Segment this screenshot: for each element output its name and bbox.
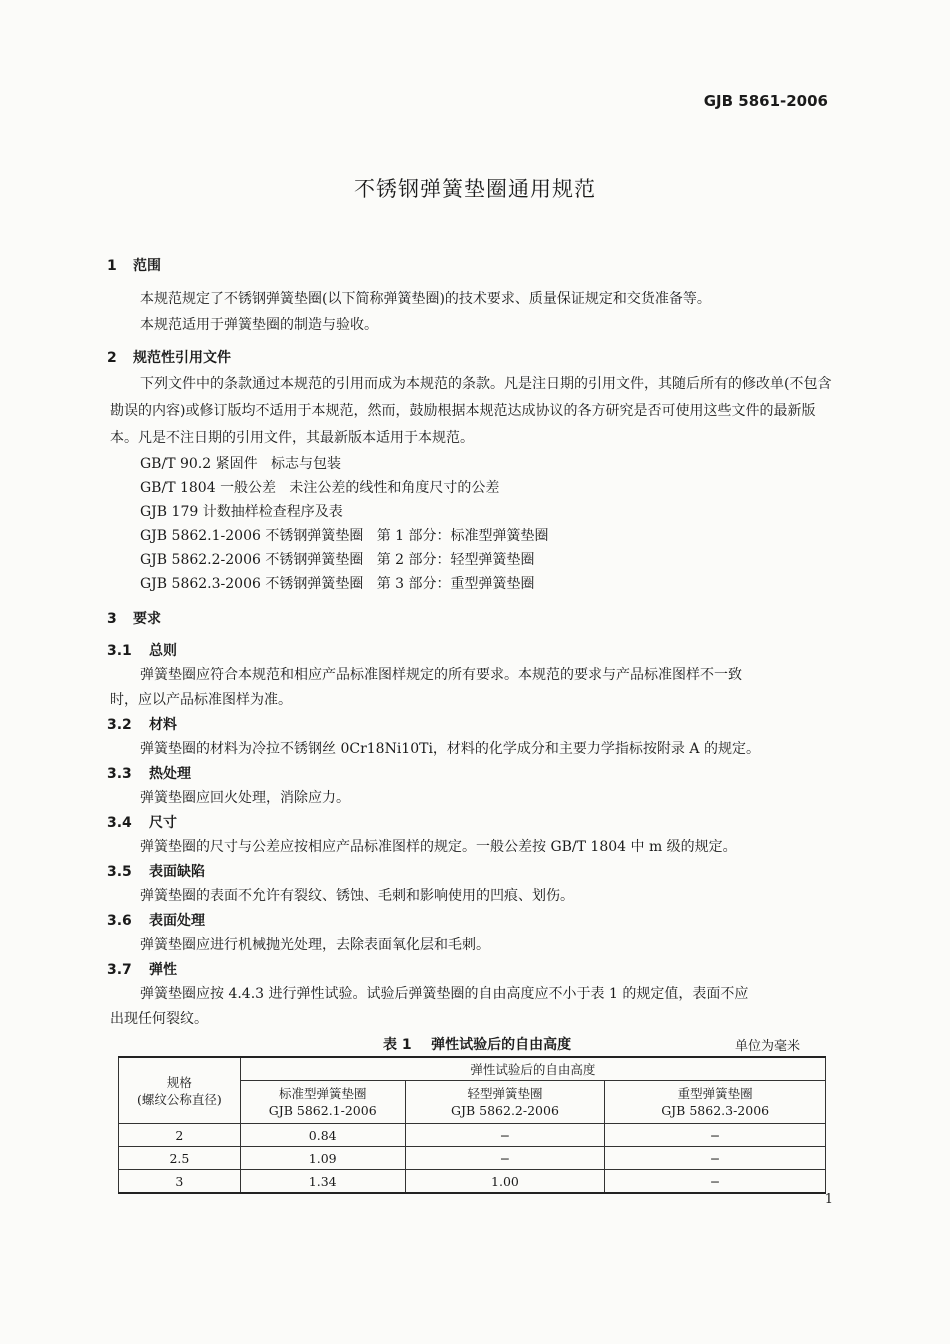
- section-2-heading: [107, 347, 231, 367]
- table-caption: 表 1 弹性试验后的自由高度: [383, 1037, 572, 1053]
- document-code: GJB 5861-2006: [703, 92, 828, 110]
- heavy-cell: −: [605, 1124, 826, 1147]
- subsection-3-5-heading: [107, 861, 205, 881]
- section-3-heading: [107, 608, 161, 628]
- surface-defects-text: 弹簧垫圈的表面不允许有裂纹、锈蚀、毛刺和影响使用的凹痕、划伤。: [140, 888, 574, 904]
- surface-treatment-text: 弹簧垫圈应进行机械抛光处理，去除表面氧化层和毛刺。: [140, 937, 490, 953]
- reference-code: GJB 5862.2-2006: [140, 552, 261, 568]
- column-header-name: 重型弹簧垫圈: [677, 1086, 753, 1101]
- table-unit: 单位为毫米: [734, 1039, 800, 1054]
- scope-paragraph-2: 本规范适用于弹簧垫圈的制造与验收。: [140, 317, 378, 333]
- column-header-standard-code: GJB 5862.3-2006: [661, 1103, 770, 1118]
- heavy-cell: −: [605, 1170, 826, 1194]
- subsection-number: 3.4: [107, 815, 132, 831]
- spec-cell: 2.5: [119, 1147, 241, 1170]
- reference-item: [140, 549, 535, 569]
- section-number: 2: [107, 350, 117, 366]
- column-header-heavy: [605, 1081, 826, 1124]
- subsection-title: 表面缺陷: [149, 864, 205, 880]
- reference-item: [140, 525, 549, 545]
- spec-cell: 3: [119, 1170, 241, 1194]
- reference-title: 不锈钢弹簧垫圈 第 2 部分：轻型弹簧垫圈: [265, 552, 535, 568]
- light-cell: 1.00: [405, 1170, 605, 1194]
- spec-header: [119, 1057, 241, 1124]
- table-row: [119, 1147, 826, 1170]
- section-number: 3: [107, 611, 117, 627]
- reference-title: 不锈钢弹簧垫圈 第 3 部分：重型弹簧垫圈: [265, 576, 535, 592]
- spec-header-line-1: 规格: [166, 1074, 192, 1090]
- reference-title: 不锈钢弹簧垫圈 第 1 部分：标准型弹簧垫圈: [265, 528, 549, 544]
- subsection-number: 3.3: [107, 766, 132, 782]
- subsection-3-6-heading: [107, 910, 205, 930]
- subsection-3-1-heading: [107, 640, 177, 660]
- light-cell: −: [405, 1147, 605, 1170]
- reference-item: [140, 501, 343, 521]
- subsection-title: 总则: [149, 643, 177, 659]
- reference-item: [140, 477, 499, 497]
- reference-title: 紧固件 标志与包装: [215, 456, 341, 472]
- general-text-line-2: 时，应以产品标准图样为准。: [110, 692, 292, 708]
- column-header-name: 标准型弹簧垫圈: [278, 1086, 367, 1101]
- subsection-3-3-heading: [107, 763, 191, 783]
- spec-cell: 2: [119, 1124, 241, 1147]
- subsection-3-4-heading: [107, 812, 177, 832]
- page-number: 1: [824, 1192, 833, 1207]
- section-title: 规范性引用文件: [133, 350, 231, 366]
- dimensions-text: 弹簧垫圈的尺寸与公差应按相应产品标准图样的规定。一般公差按 GB/T 1804 中 m 级的规定。: [140, 839, 737, 855]
- elasticity-table: [118, 1056, 826, 1194]
- reference-code: GJB 5862.1-2006: [140, 528, 261, 544]
- reference-item: [140, 573, 535, 593]
- material-text: 弹簧垫圈的材料为冷拉不锈钢丝 0Cr18Ni10Ti，材料的化学成分和主要力学指标按附录 A 的规定。: [140, 741, 760, 757]
- column-header-standard-code: GJB 5862.1-2006: [268, 1103, 377, 1118]
- section-title: 要求: [133, 611, 161, 627]
- elasticity-text-line-2: 出现任何裂纹。: [110, 1011, 208, 1027]
- page-title: 不锈钢弹簧垫圈通用规范: [354, 177, 596, 201]
- subsection-number: 3.5: [107, 864, 132, 880]
- column-header-light: [405, 1081, 605, 1124]
- section-number: 1: [107, 258, 117, 274]
- reference-item: [140, 453, 341, 473]
- subsection-number: 3.7: [107, 962, 132, 978]
- subsection-title: 尺寸: [149, 815, 177, 831]
- normative-references-intro: 下列文件中的条款通过本规范的引用而成为本规范的条款。凡是注日期的引用文件，其随后所有的修改单(不包含勘误的内容)或修订版均不适用于本规范，然而，鼓励根据本规范达成协议的各方研究是否可使用这些文件的最新版本。凡是不注日期的引用文件，其最新版本适用于本规范。: [110, 376, 832, 446]
- column-header-name: 轻型弹簧垫圈: [467, 1086, 543, 1101]
- subsection-title: 弹性: [149, 962, 177, 978]
- section-title: 范围: [133, 258, 161, 274]
- standard-cell: 0.84: [240, 1124, 405, 1147]
- subsection-3-2-heading: [107, 714, 177, 734]
- reference-code: GB/T 90.2: [140, 456, 212, 472]
- subsection-title: 表面处理: [149, 913, 205, 929]
- standard-cell: 1.09: [240, 1147, 405, 1170]
- elasticity-text-line-1: 弹簧垫圈应按 4.4.3 进行弹性试验。试验后弹簧垫圈的自由高度应不小于表 1 的规定值，表面不应: [140, 986, 749, 1002]
- scope-paragraph-1: 本规范规定了不锈钢弹簧垫圈(以下简称弹簧垫圈)的技术要求、质量保证规定和交货准备等。: [140, 291, 711, 307]
- subsection-3-7-heading: [107, 959, 177, 979]
- heavy-cell: −: [605, 1147, 826, 1170]
- column-header-standard: [240, 1081, 405, 1124]
- standard-cell: 1.34: [240, 1170, 405, 1194]
- general-text-line-1: 弹簧垫圈应符合本规范和相应产品标准图样规定的所有要求。本规范的要求与产品标准图样不一致: [140, 667, 742, 683]
- reference-code: GB/T 1804: [140, 480, 216, 496]
- table-row: [119, 1124, 826, 1147]
- reference-title: 计数抽样检查程序及表: [202, 504, 343, 520]
- column-header-standard-code: GJB 5862.2-2006: [450, 1103, 559, 1118]
- group-header: 弹性试验后的自由高度: [240, 1057, 825, 1081]
- reference-code: GJB 5862.3-2006: [140, 576, 261, 592]
- subsection-number: 3.6: [107, 913, 132, 929]
- reference-code: GJB 179: [140, 504, 199, 520]
- section-1-heading: [107, 255, 161, 275]
- subsection-number: 3.2: [107, 717, 132, 733]
- spec-header-line-2: (螺纹公称直径): [137, 1091, 222, 1107]
- reference-title: 一般公差 未注公差的线性和角度尺寸的公差: [220, 480, 500, 496]
- table-row: [119, 1170, 826, 1194]
- light-cell: −: [405, 1124, 605, 1147]
- heat-treatment-text: 弹簧垫圈应回火处理，消除应力。: [140, 790, 350, 806]
- subsection-title: 材料: [149, 717, 177, 733]
- subsection-number: 3.1: [107, 643, 132, 659]
- subsection-title: 热处理: [149, 766, 191, 782]
